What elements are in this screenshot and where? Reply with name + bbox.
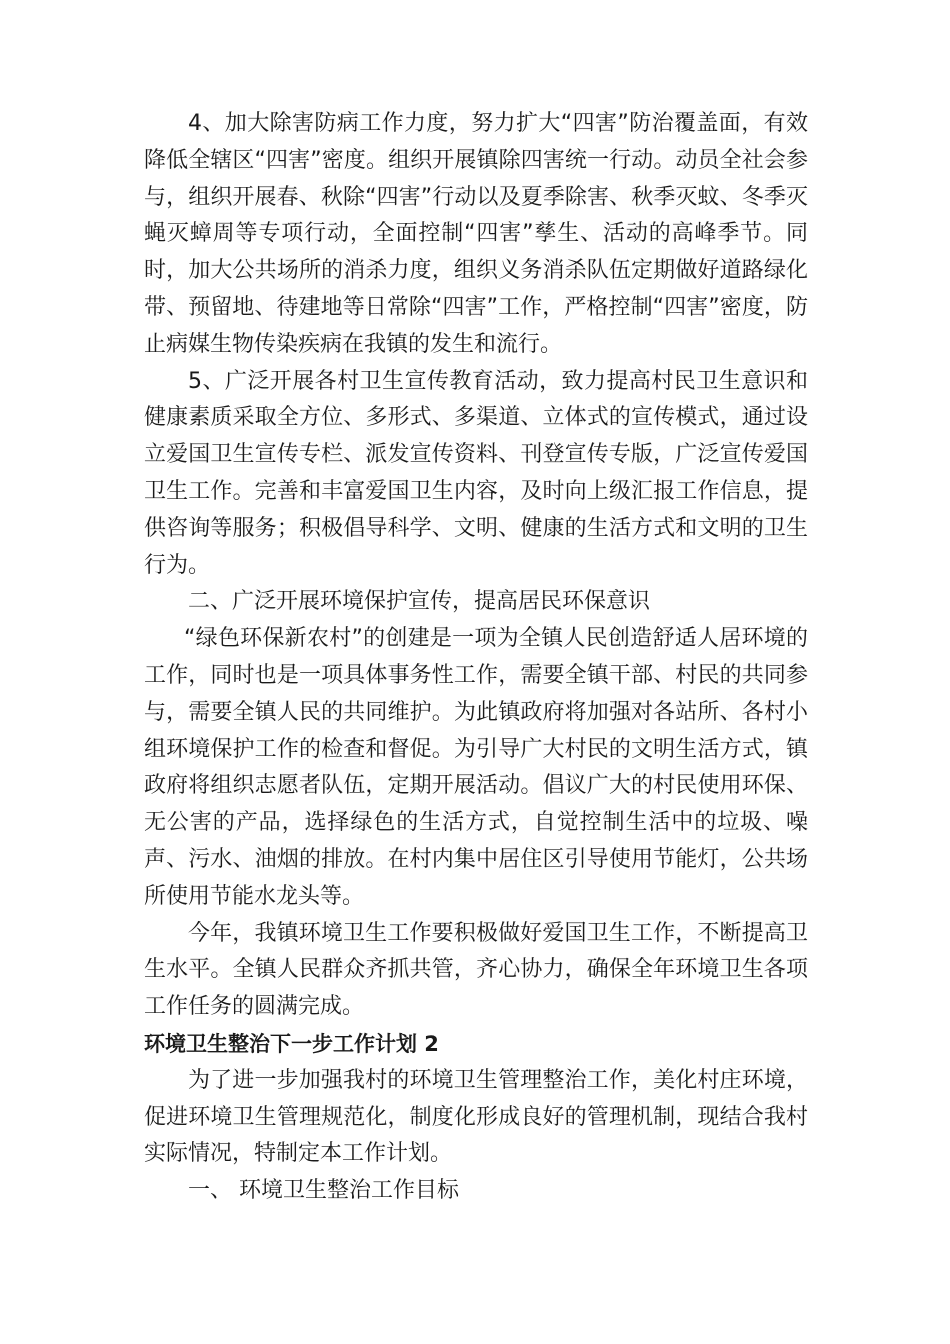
paragraph-green-village: “绿色环保新农村”的创建是一项为全镇人民创造舒适人居环境的工作，同时也是一项具体事务性工作，需要全镇干部、村民的共同参与，需要全镇人民的共同维护。为此镇政府将加强对各站所、各村小组环境保护工作的检查和督促。为引导广大村民的文明生活方式，镇政府将组织志愿者队伍，定期开展活动。倡议广大的村民使用环保、无公害的产品，选择绿色的生活方式，自觉控制生活中的垃圾、噪声、污水、油烟的排放。在村内集中居住区引导使用节能灯，公共场所使用节能水龙头等。: [144, 626, 808, 909]
document-title-2: 环境卫生整治下一步工作计划 2: [144, 1031, 439, 1056]
paragraph-item-4: 4、加大除害防病工作力度，努力扩大“四害”防治覆盖面，有效降低全辖区“四害”密度。组织开展镇除四害统一行动。动员全社会参与，组织开展春、秋除“四害”行动以及夏季除害、秋季灭蚊、冬季灭蝇灭蟑周等专项行动，全面控制“四害”孳生、活动的高峰季节。同时，加大公共场所的消杀力度，组织义务消杀队伍定期做好道路绿化带、预留地、待建地等日常除“四害”工作，严格控制“四害”密度，防止病媒生物传染疾病在我镇的发生和流行。: [144, 111, 808, 357]
section-heading-one: 一、 环境卫生整治工作目标: [188, 1178, 459, 1204]
paragraph-this-year: 今年，我镇环境卫生工作要积极做好爱国卫生工作，不断提高卫生水平。全镇人民群众齐抓共管，齐心协力，确保全年环境卫生各项工作任务的圆满完成。: [144, 920, 808, 1020]
document-body: [144, 106, 808, 1210]
paragraph-intro: 为了进一步加强我村的环境卫生管理整治工作，美化村庄环境，促进环境卫生管理规范化，制度化形成良好的管理机制，现结合我村实际情况，特制定本工作计划。: [144, 1067, 808, 1167]
section-heading-two: 二、广泛开展环境保护宣传，提高居民环保意识: [188, 589, 651, 615]
paragraph-item-5: 5、广泛开展各村卫生宣传教育活动，致力提高村民卫生意识和健康素质采取全方位、多形式、多渠道、立体式的宣传模式，通过设立爱国卫生宣传专栏、派发宣传资料、刊登宣传专版，广泛宣传爱国卫生工作。完善和丰富爱国卫生内容，及时向上级汇报工作信息，提供咨询等服务；积极倡导科学、文明、健康的生活方式和文明的卫生行为。: [144, 368, 808, 578]
